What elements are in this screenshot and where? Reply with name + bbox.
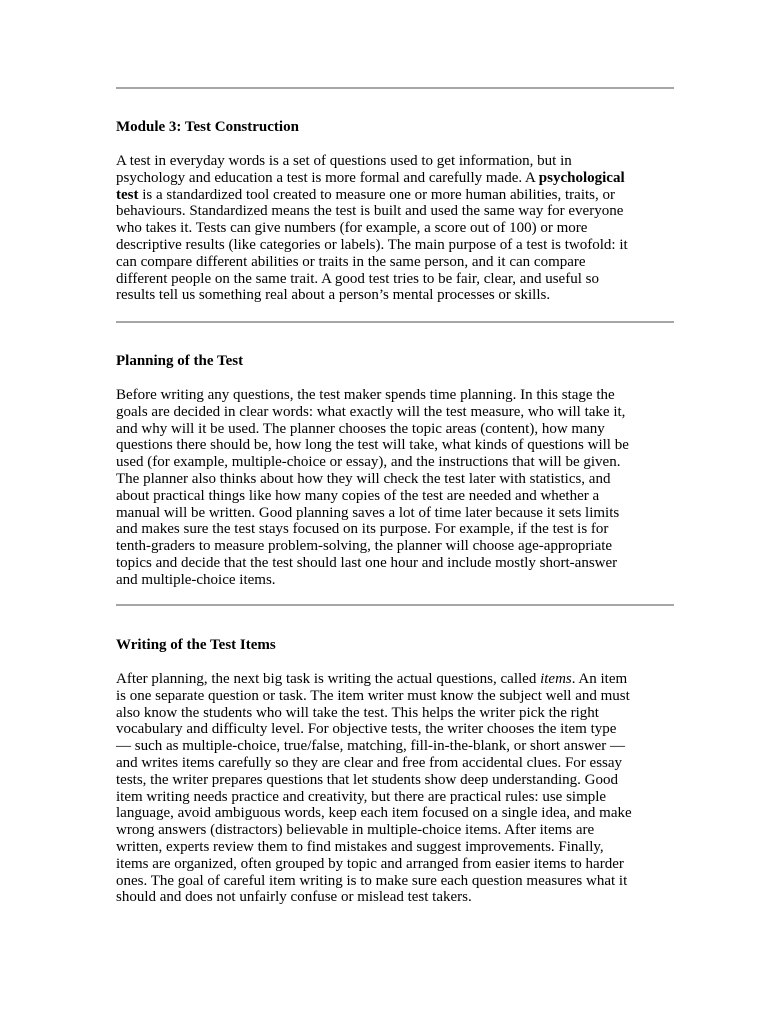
text-run: is a standardized tool created to measure one or more human abilities, traits, or	[138, 186, 616, 203]
paragraph-line	[116, 220, 661, 237]
paragraph-line	[116, 505, 661, 522]
text-run: descriptive results (like categories or labels). The main purpose of a test is twofold: it	[116, 236, 628, 253]
text-run: who takes it. Tests can give numbers (for example, a score out of 100) or more	[116, 220, 588, 237]
text-run: and why will it be used. The planner chooses the topic areas (content), how many	[116, 420, 605, 437]
text-run: wrong answers (distractors) believable in multiple-choice items. After items are	[116, 822, 595, 839]
text-run: manual will be written. Good planning saves a lot of time later because it sets limits	[116, 504, 620, 521]
text-run: items are organized, often grouped by topic and arranged from easier items to harder	[116, 855, 624, 872]
paragraph-line	[116, 203, 661, 220]
paragraph-line	[116, 688, 661, 705]
text-run: about practical things like how many copies of the test are needed and whether a	[116, 487, 600, 504]
text-run: — such as multiple-choice, true/false, matching, fill-in-the-blank, or short answer —	[116, 738, 626, 755]
text-run: . An item	[571, 671, 628, 687]
text-run: psychology and education a test is more formal and carefully made. A	[116, 169, 539, 186]
paragraph-line	[116, 671, 661, 688]
paragraph-line	[116, 889, 661, 906]
section-paragraph-test-construction	[116, 153, 661, 304]
paragraph-line	[116, 153, 661, 170]
text-run: language, avoid ambiguous words, keep each item focused on a single idea, and make	[116, 805, 632, 822]
paragraph-line	[116, 271, 661, 288]
section-heading-writing-items: Writing of the Test Items	[116, 637, 276, 653]
text-run: should and does not unfairly confuse or mislead test takers.	[116, 889, 472, 906]
text-run: also know the students who will take the test. This helps the writer pick the right	[116, 704, 599, 721]
paragraph-line	[116, 521, 661, 538]
paragraph-line	[116, 755, 661, 772]
text-run: results tell us something real about a person’s mental processes or skills.	[116, 287, 551, 304]
horizontal-rule	[116, 321, 674, 323]
paragraph-line	[116, 822, 661, 839]
paragraph-line	[116, 254, 661, 271]
text-run: and multiple-choice items.	[116, 571, 276, 588]
section-paragraph-writing-items	[116, 671, 661, 906]
section-paragraph-planning	[116, 387, 661, 589]
paragraph-line	[116, 772, 661, 789]
text-run: questions there should be, how long the test will take, what kinds of questions will be	[116, 437, 629, 454]
section-heading-test-construction: Module 3: Test Construction	[116, 119, 299, 135]
paragraph-line	[116, 705, 661, 722]
text-run: tests, the writer prepares questions that let students show deep understanding. Good	[116, 771, 618, 788]
horizontal-rule	[116, 604, 674, 606]
paragraph-line	[116, 721, 661, 738]
text-run: and writes items carefully so they are clear and free from accidental clues. For essay	[116, 754, 623, 771]
horizontal-rule	[116, 87, 674, 89]
paragraph-line	[116, 237, 661, 254]
paragraph-line	[116, 738, 661, 755]
paragraph-line	[116, 421, 661, 438]
section-heading-planning: Planning of the Test	[116, 353, 244, 369]
paragraph-line	[116, 437, 661, 454]
paragraph-line	[116, 555, 661, 572]
text-run: item writing needs practice and creativity, but there are practical rules: use simple	[116, 788, 607, 805]
paragraph-line	[116, 789, 661, 806]
text-run: The planner also thinks about how they will check the test later with statistics, and	[116, 470, 611, 487]
text-run: A test in everyday words is a set of questions used to get information, but in	[116, 153, 572, 169]
paragraph-line	[116, 839, 661, 856]
paragraph-line	[116, 471, 661, 488]
text-run: and makes sure the test stays focused on its purpose. For example, if the test is for	[116, 521, 609, 538]
text-run: After planning, the next big task is writing the actual questions, called	[116, 671, 541, 687]
text-run: written, experts review them to find mistakes and suggest improvements. Finally,	[116, 838, 604, 855]
paragraph-line	[116, 454, 661, 471]
bold-term: psychological	[538, 169, 625, 186]
text-run: Before writing any questions, the test maker spends time planning. In this stage the	[116, 387, 615, 403]
text-run: ones. The goal of careful item writing is to make sure each question measures what it	[116, 872, 628, 889]
paragraph-line	[116, 805, 661, 822]
text-run: tenth-graders to measure problem-solving, the planner will choose age-appropriate	[116, 538, 613, 555]
paragraph-line	[116, 538, 661, 555]
paragraph-line	[116, 873, 661, 890]
paragraph-line	[116, 287, 661, 304]
text-run: used (for example, multiple-choice or essay), and the instructions that will be given.	[116, 454, 621, 471]
bold-term: test	[116, 186, 139, 203]
paragraph-line	[116, 387, 661, 404]
text-run: behaviours. Standardized means the test is built and used the same way for everyone	[116, 203, 624, 220]
text-run: topics and decide that the test should last one hour and include mostly short-answer	[116, 554, 618, 571]
paragraph-line	[116, 187, 661, 204]
paragraph-line	[116, 856, 661, 873]
paragraph-line	[116, 488, 661, 505]
paragraph-line	[116, 170, 661, 187]
text-run: different people on the same trait. A good test tries to be fair, clear, and useful so	[116, 270, 599, 287]
italic-term: items	[540, 671, 572, 687]
text-run: vocabulary and difficulty level. For objective tests, the writer chooses the item type	[116, 721, 617, 738]
text-run: is one separate question or task. The item writer must know the subject well and must	[116, 687, 630, 704]
paragraph-line	[116, 572, 661, 589]
text-run: can compare different abilities or traits in the same person, and it can compare	[116, 253, 586, 270]
text-run: goals are decided in clear words: what exactly will the test measure, who will take it,	[116, 403, 626, 420]
paragraph-line	[116, 404, 661, 421]
